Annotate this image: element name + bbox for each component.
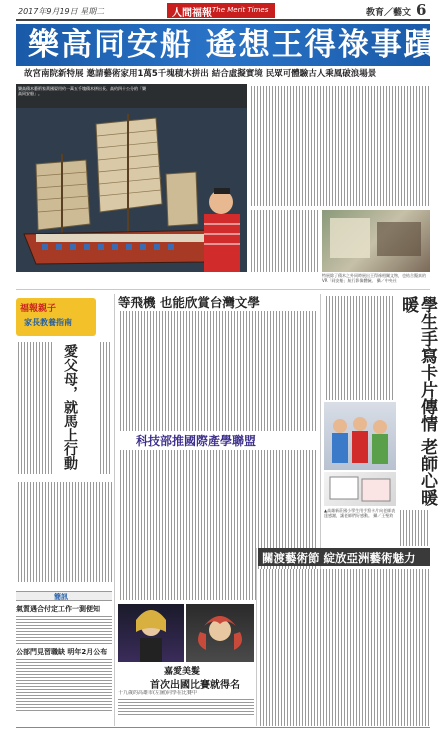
page-bottom-rule [16, 727, 430, 728]
bottom-photo-left [118, 604, 184, 662]
right-photo-cards [324, 472, 396, 506]
lead-photo2-caption: 特展除了積木之外同時展出王得祿相關文物，也結合擬真的VR「同安船」航行影像體驗。 攝／中央社 [322, 273, 426, 283]
briefs-label: 簡訊 [54, 593, 68, 601]
lead-subhead: 故宮南院新特展 邀請藝術家用1萬5千塊積木拼出 結合虛擬實境 民眾可體驗古人乘風破浪場景 [24, 69, 377, 79]
column-left-text-b [98, 342, 110, 474]
right-photo-caption: ▲高雄新莊國小學生用手寫卡片向老師表達感謝，讓老師們好感動。 攝／王聖鈞 [324, 508, 396, 518]
right-body-text-b [398, 510, 430, 546]
lead-headline: 樂高同安船 遙想王得祿事蹟 [28, 27, 437, 63]
ad-box-line2: 家長教養指南 [24, 318, 72, 327]
center-body-text [118, 311, 318, 431]
center-headline: 等飛機 也能欣賞台灣文學 [118, 295, 260, 310]
left-column-divider [114, 294, 115, 726]
bottom-kicker: 嘉愛美髮 [164, 667, 201, 677]
paper-name-en: The Merit Times [212, 6, 269, 14]
lead-body-text [249, 86, 430, 206]
second-headline: 科技部推國際產學聯盟 [136, 434, 257, 448]
masthead-rule [16, 19, 430, 21]
lead-body-text-lower [249, 210, 319, 272]
paper-name: 人間福報 [172, 8, 212, 19]
brief-1-text [16, 614, 112, 644]
lead-photo-ship [16, 84, 247, 272]
arts-body-text [258, 569, 430, 726]
right-photo-students [324, 402, 396, 470]
page-number: 6 [416, 1, 427, 19]
column-left-text-c [16, 482, 112, 582]
brief-1-title: 氣質遇合付定工作一測便知 [16, 605, 100, 613]
bottom-photo-right [186, 604, 254, 662]
masthead [0, 0, 440, 24]
lead-divider [16, 289, 430, 290]
section-label: 教育／藝文 [366, 8, 412, 18]
lead-photo-caption: 樂高積木藝術家黃國晏用約一萬五千塊積木拼出長、高約四十公分的「樂高同安船」。 [18, 86, 146, 96]
bottom-divider [256, 548, 257, 726]
arts-headline: 關渡藝術節 綻放亞洲藝術魅力 [262, 551, 416, 565]
lead-photo-artifacts [322, 210, 430, 272]
column-left-headline: 愛父母，就馬上行動 [62, 344, 78, 470]
right-headline: 學生手寫卡片傳情 老師心暖暖 [398, 296, 437, 506]
bottom-headline: 首次出國比賽就得名 [150, 680, 240, 691]
issue-date: 2017年9月19日 星期二 [18, 7, 105, 16]
brief-2-text [16, 657, 112, 713]
bottom-caption: 十九歲的高雄市(左圖)同學在比賽中 [118, 690, 197, 696]
right-body-text [324, 296, 394, 400]
column-left-text-a [16, 342, 54, 474]
ad-box-line1: 福報親子 [20, 304, 57, 314]
bottom-caption-text [118, 697, 254, 715]
brief-2-title: 公部門見習職缺 明年2月公布 [16, 648, 108, 656]
